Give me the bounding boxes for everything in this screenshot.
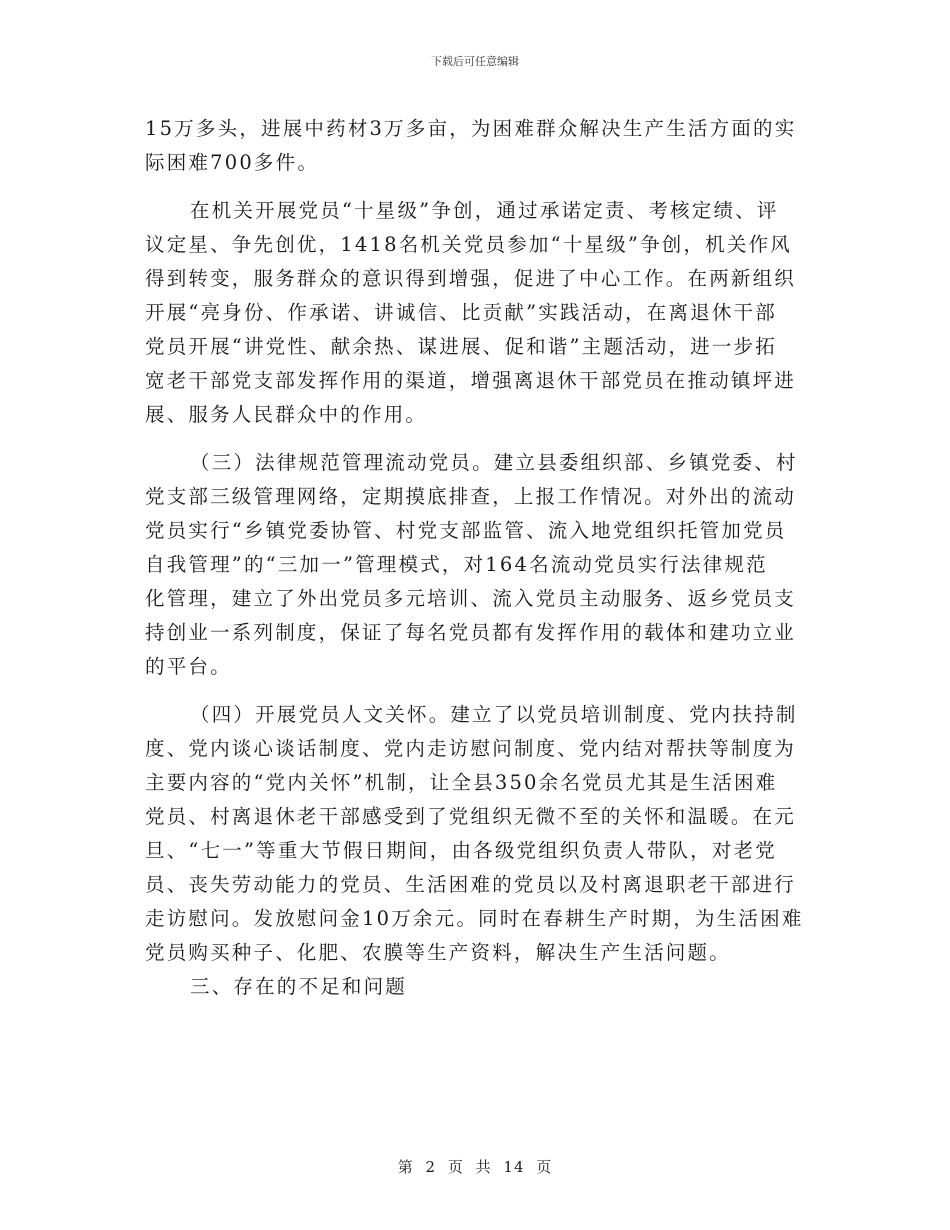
paragraph-start: （四）开展党员人文关怀。建立了以党员培训制度、党内扶持制 — [190, 703, 798, 726]
text-line: 党支部三级管理网络，定期摸底排查，上报工作情况。对外出的流动 — [145, 485, 797, 508]
text-line: 度、党内谈心谈话制度、党内走访慰问制度、党内结对帮扶等制度为 — [145, 737, 797, 760]
text-line: 党员、村离退休老干部感受到了党组织无微不至的关怀和温暖。在元 — [145, 805, 797, 828]
footer-label-di: 第 — [397, 1158, 414, 1176]
text-line: 化管理，建立了外出党员多元培训、流入党员主动服务、返乡党员支 — [145, 587, 797, 610]
text-line: 议定星、争先创优，1418名机关党员参加“十星级”争创，机关作风 — [145, 233, 792, 256]
footer-label-ye: 页 — [447, 1158, 464, 1176]
text-line: 宽老干部党支部发挥作用的渠道，增强离退休干部党员在推动镇坪进 — [145, 369, 797, 392]
paragraph-start: （三）法律规范管理流动党员。建立县委组织部、乡镇党委、村 — [190, 451, 798, 474]
footer-label-ye-end: 页 — [536, 1158, 553, 1176]
text-line: 开展“亮身份、作承诺、讲诚信、比贡献”实践活动，在离退休干部 — [145, 301, 777, 324]
text-line: 主要内容的“党内关怀”机制，让全县350余名党员尤其是生活困难 — [145, 771, 778, 794]
text-line: 持创业一系列制度，保证了每名党员都有发挥作用的载体和建功立业 — [145, 621, 797, 644]
text-line: 际困难700多件。 — [145, 151, 320, 174]
text-line: 的平台。 — [145, 655, 232, 678]
total-pages-number: 14 — [503, 1158, 525, 1176]
text-line: 15万多头，进展中药材3万多亩，为困难群众解决生产生活方面的实 — [145, 117, 797, 140]
text-line: 党员实行“乡镇党委协管、村党支部监管、流入地党组织托管加党员 — [145, 519, 787, 542]
text-line: 自我管理”的“三加一”管理模式，对164名流动党员实行法律规范 — [145, 553, 768, 576]
section-heading: 三、存在的不足和问题 — [190, 975, 408, 998]
page-footer — [0, 1156, 950, 1177]
text-line: 党员购买种子、化肥、农膜等生产资料，解决生产生活问题。 — [145, 941, 731, 964]
current-page-number: 2 — [425, 1158, 437, 1176]
text-line: 走访慰问。发放慰问金10万余元。同时在春耕生产时期，为生活困难 — [145, 907, 804, 930]
text-line: 党员开展“讲党性、献余热、谋进展、促和谐”主题活动，进一步拓 — [145, 335, 777, 358]
footer-label-gong: 共 — [475, 1158, 492, 1176]
text-line: 员、丧失劳动能力的党员、生活困难的党员以及村离退职老干部进行 — [145, 873, 797, 896]
paragraph-start: 在机关开展党员“十星级”争创，通过承诺定责、考核定绩、评 — [190, 199, 779, 222]
text-line: 展、服务人民群众中的作用。 — [145, 403, 428, 426]
page-header: 下载后可任意编辑 — [431, 55, 519, 68]
text-line: 得到转变，服务群众的意识得到增强，促进了中心工作。在两新组织 — [145, 267, 797, 290]
text-line: 旦、“七一”等重大节假日期间，由各级党组织负责人带队，对老党 — [145, 839, 777, 862]
document-body — [145, 112, 805, 1004]
